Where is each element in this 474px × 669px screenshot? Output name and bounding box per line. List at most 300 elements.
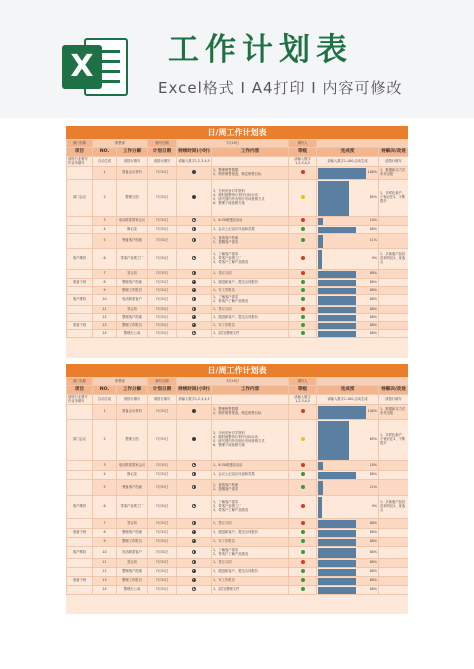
todo-cell[interactable] <box>379 270 408 279</box>
level-cell[interactable] <box>289 287 317 295</box>
dept-value[interactable]: 销售部 <box>93 140 148 148</box>
duration-cell[interactable] <box>177 295 212 306</box>
progress-fill <box>318 235 323 248</box>
progress-label: 100% <box>367 409 378 414</box>
duration-cell[interactable] <box>177 249 212 270</box>
duration-pie-icon <box>192 315 196 319</box>
progress-cell[interactable] <box>317 322 379 330</box>
task-cell[interactable]: 带客户参观工厂 <box>117 249 148 270</box>
date-cell[interactable]: 7月31日 <box>148 306 177 314</box>
date-cell[interactable]: 7月31日 <box>148 461 177 471</box>
content-cell[interactable] <box>212 234 289 249</box>
task-cell[interactable]: 整理客户档案 <box>117 279 148 287</box>
todo-cell[interactable] <box>379 559 408 568</box>
progress-cell[interactable] <box>317 538 379 547</box>
progress-label: 80% <box>369 549 378 554</box>
date-cell[interactable]: 7月31日 <box>148 471 177 480</box>
dept-cell[interactable] <box>67 330 93 338</box>
duration-cell[interactable] <box>177 306 212 314</box>
date-cell[interactable]: 7月31日 <box>148 547 177 559</box>
filler-value[interactable] <box>317 140 408 148</box>
date-cell[interactable]: 7月31日 <box>148 480 177 496</box>
duration-pie-icon <box>192 521 196 525</box>
duration-cell[interactable] <box>177 568 212 577</box>
date-cell[interactable]: 7月31日 <box>148 586 177 595</box>
todo-cell[interactable] <box>379 577 408 586</box>
level-cell[interactable] <box>289 559 317 568</box>
col-header: 待解决/改进 <box>379 386 408 395</box>
progress-bar <box>318 471 366 479</box>
progress-cell[interactable] <box>317 480 379 496</box>
status-dot-icon <box>301 271 305 275</box>
task-cell[interactable]: 签合同 <box>117 519 148 529</box>
todo-cell[interactable] <box>379 480 408 496</box>
content-cell[interactable] <box>212 559 289 568</box>
task-cell[interactable]: 电话联系国家会议 <box>117 217 148 226</box>
todo-cell[interactable] <box>379 461 408 471</box>
duration-cell[interactable] <box>177 586 212 595</box>
todo-cell[interactable] <box>379 519 408 529</box>
progress-label: 80% <box>369 560 378 565</box>
duration-cell[interactable] <box>177 405 212 420</box>
progress-bar <box>318 577 366 585</box>
todo-cell[interactable] <box>379 586 408 595</box>
dept-cell[interactable] <box>67 586 93 595</box>
date-cell[interactable]: 7月31日 <box>148 180 177 217</box>
progress-fill <box>318 520 356 528</box>
level-cell[interactable] <box>289 461 317 471</box>
content-cell[interactable] <box>212 461 289 471</box>
duration-cell[interactable] <box>177 226 212 234</box>
content-cell[interactable] <box>212 306 289 314</box>
duration-cell[interactable] <box>177 496 212 519</box>
dept-cell[interactable]: 准备下班 <box>67 322 93 330</box>
dept-cell[interactable] <box>67 519 93 529</box>
progress-label: 80% <box>369 578 378 583</box>
date-cell[interactable]: 7月31日 <box>148 279 177 287</box>
dept-cell[interactable]: 准备下班 <box>67 279 93 287</box>
todo-cell[interactable]: 1、多新惠产品信息和货仪2、优选点 <box>379 249 408 270</box>
todo-cell[interactable] <box>379 547 408 559</box>
col-header: 工作分解 <box>117 148 148 157</box>
content-cell[interactable] <box>212 547 289 559</box>
progress-cell[interactable] <box>317 234 379 249</box>
meta-row <box>67 378 409 386</box>
progress-label: 80% <box>369 587 378 592</box>
duration-pie-icon <box>192 170 196 174</box>
content-line: 1、签订合同 <box>213 560 232 565</box>
task-cell[interactable]: 签合同 <box>117 559 148 568</box>
level-cell[interactable] <box>289 270 317 279</box>
level-cell[interactable] <box>289 330 317 338</box>
level-cell[interactable] <box>289 405 317 420</box>
dept-value[interactable]: 销售部 <box>93 378 148 386</box>
no-cell: 8 <box>93 279 117 287</box>
level-cell[interactable] <box>289 314 317 322</box>
progress-fill <box>318 578 356 585</box>
todo-cell[interactable] <box>379 471 408 480</box>
duration-cell[interactable] <box>177 547 212 559</box>
level-cell[interactable] <box>289 217 317 226</box>
todo-cell[interactable] <box>379 287 408 295</box>
duration-cell[interactable] <box>177 420 212 461</box>
duration-cell[interactable] <box>177 167 212 180</box>
table-row <box>67 322 409 330</box>
dept-cell[interactable] <box>67 538 93 547</box>
level-cell[interactable] <box>289 306 317 314</box>
level-cell[interactable] <box>289 167 317 180</box>
todo-cell[interactable] <box>379 226 408 234</box>
content-line: 1、跟进新客户，提交合同报价 <box>213 569 258 574</box>
content-cell[interactable] <box>212 295 289 306</box>
col-header: 等级 <box>289 386 317 395</box>
date-cell[interactable]: 7月31日 <box>148 330 177 338</box>
progress-cell[interactable] <box>317 496 379 519</box>
no-cell: 10 <box>93 295 117 306</box>
dept-cell[interactable]: 部门会议 <box>67 420 93 461</box>
progress-cell[interactable] <box>317 167 379 180</box>
progress-cell[interactable] <box>317 586 379 595</box>
table-row <box>67 217 409 226</box>
progress-cell[interactable] <box>317 330 379 338</box>
dept-cell[interactable] <box>67 167 93 180</box>
level-cell[interactable] <box>289 180 317 217</box>
progress-cell[interactable] <box>317 217 379 226</box>
task-cell[interactable]: 整理文档 <box>117 180 148 217</box>
task-cell[interactable]: 签合同 <box>117 306 148 314</box>
date-cell[interactable]: 7月31日 <box>148 519 177 529</box>
level-cell[interactable] <box>289 295 317 306</box>
duration-cell[interactable] <box>177 234 212 249</box>
hint-cell: 请按行填写 <box>379 395 408 405</box>
content-cell[interactable] <box>212 287 289 295</box>
no-cell: 6 <box>93 249 117 270</box>
task-cell[interactable]: 电话联系国家会议 <box>117 461 148 471</box>
progress-fill <box>318 218 323 225</box>
duration-cell[interactable] <box>177 279 212 287</box>
progress-bar <box>318 568 366 576</box>
dept-cell[interactable] <box>67 559 93 568</box>
duration-cell[interactable] <box>177 287 212 295</box>
todo-cell[interactable] <box>379 234 408 249</box>
hint-cell: 请输入数字1-100,自动生成 <box>317 395 379 405</box>
level-cell[interactable] <box>289 568 317 577</box>
duration-cell[interactable] <box>177 322 212 330</box>
content-cell[interactable] <box>212 279 289 287</box>
sheet-title: 日/周工作计划表 <box>66 364 408 377</box>
progress-bar <box>318 538 366 546</box>
duration-pie-icon <box>192 463 196 467</box>
duration-pie-icon <box>192 587 196 591</box>
progress-cell[interactable] <box>317 270 379 279</box>
progress-bar <box>318 180 366 216</box>
progress-cell[interactable] <box>317 471 379 480</box>
no-cell: 9 <box>93 287 117 295</box>
date-cell[interactable]: 7月31日 <box>148 322 177 330</box>
date-cell[interactable]: 7月31日 <box>148 529 177 538</box>
duration-cell[interactable] <box>177 538 212 547</box>
duration-pie-icon <box>192 569 196 573</box>
dept-cell[interactable] <box>67 306 93 314</box>
content-line: 2、带客户参观工厂 <box>213 504 242 509</box>
content-cell[interactable] <box>212 180 289 217</box>
task-cell[interactable]: 整理客户档案 <box>117 529 148 538</box>
todo-cell[interactable] <box>379 529 408 538</box>
level-cell[interactable] <box>289 226 317 234</box>
dept-cell[interactable]: 部门会议 <box>67 180 93 217</box>
task-cell[interactable]: 整理工作报告 <box>117 322 148 330</box>
date-cell[interactable]: 7月31日 <box>148 234 177 249</box>
level-cell[interactable] <box>289 586 317 595</box>
fill-date-value[interactable]: 7月29日 <box>177 378 289 386</box>
content-cell[interactable] <box>212 322 289 330</box>
duration-cell[interactable] <box>177 314 212 322</box>
dept-cell[interactable]: 准备下班 <box>67 529 93 538</box>
todo-cell[interactable] <box>379 314 408 322</box>
duration-cell[interactable] <box>177 519 212 529</box>
progress-label: 80% <box>369 520 378 525</box>
progress-cell[interactable] <box>317 529 379 538</box>
dept-cell[interactable] <box>67 217 93 226</box>
table-row <box>67 234 409 249</box>
content-cell[interactable] <box>212 529 289 538</box>
level-cell[interactable] <box>289 496 317 519</box>
progress-bar <box>318 306 366 313</box>
task-cell[interactable]: 整理工作报告 <box>117 287 148 295</box>
duration-cell[interactable] <box>177 270 212 279</box>
todo-cell[interactable] <box>379 217 408 226</box>
todo-cell[interactable]: 1、多新惠产品信息和货仪2、优选点 <box>379 496 408 519</box>
header-row <box>67 386 409 395</box>
progress-fill <box>318 271 356 278</box>
no-cell: 9 <box>93 538 117 547</box>
progress-label: 11% <box>369 238 378 243</box>
content-line: 1、了解客户需求 <box>213 500 239 505</box>
progress-fill <box>318 539 356 546</box>
content-cell[interactable] <box>212 330 289 338</box>
level-cell[interactable] <box>289 538 317 547</box>
todo-cell[interactable]: 1、数据新实力式布作出报 <box>379 405 408 420</box>
table-row <box>67 577 409 586</box>
content-line: 5、研究国内外各细分市场营销方式 <box>213 439 265 443</box>
filler-value[interactable] <box>317 378 408 386</box>
progress-cell[interactable] <box>317 577 379 586</box>
content-line: 2、带客户参观工厂 <box>213 256 242 261</box>
content-line: 3、分析竞争对手资料 <box>213 431 245 436</box>
content-cell[interactable] <box>212 420 289 461</box>
todo-cell[interactable]: 1、数据新实力式布作出报 <box>379 167 408 180</box>
progress-fill <box>318 481 323 495</box>
dept-cell[interactable]: 客户维持 <box>67 295 93 306</box>
duration-cell[interactable] <box>177 217 212 226</box>
progress-fill <box>318 307 356 313</box>
duration-pie-icon <box>192 530 196 534</box>
progress-cell[interactable] <box>317 519 379 529</box>
content-cell[interactable] <box>212 471 289 480</box>
duration-cell[interactable] <box>177 471 212 480</box>
level-cell[interactable] <box>289 577 317 586</box>
dept-cell[interactable]: 准备下班 <box>67 577 93 586</box>
table-row <box>67 496 409 519</box>
page-title: 工作计划表 <box>168 32 353 68</box>
todo-cell[interactable] <box>379 279 408 287</box>
progress-label: 80% <box>369 530 378 535</box>
level-cell[interactable] <box>289 480 317 496</box>
date-cell[interactable]: 7月31日 <box>148 249 177 270</box>
progress-cell[interactable] <box>317 287 379 295</box>
task-cell[interactable]: 电话联系客户 <box>117 295 148 306</box>
progress-cell[interactable] <box>317 295 379 306</box>
content-cell[interactable] <box>212 538 289 547</box>
level-cell[interactable] <box>289 529 317 538</box>
date-cell[interactable]: 7月31日 <box>148 496 177 519</box>
dept-cell[interactable]: 客户维持 <box>67 249 93 270</box>
dept-cell[interactable] <box>67 461 93 471</box>
no-cell: 11 <box>93 306 117 314</box>
content-cell[interactable] <box>212 249 289 270</box>
no-cell: 2 <box>93 420 117 461</box>
dept-cell[interactable]: 客户维持 <box>67 496 93 519</box>
dept-cell[interactable] <box>67 568 93 577</box>
progress-cell[interactable] <box>317 180 379 217</box>
duration-cell[interactable] <box>177 330 212 338</box>
task-cell[interactable]: 整理办公桌 <box>117 330 148 338</box>
progress-cell[interactable] <box>317 226 379 234</box>
task-cell[interactable]: 筹备客户档案 <box>117 480 148 496</box>
duration-cell[interactable] <box>177 180 212 217</box>
progress-cell[interactable] <box>317 279 379 287</box>
status-dot-icon <box>301 256 305 260</box>
todo-cell[interactable] <box>379 306 408 314</box>
dept-cell[interactable] <box>67 314 93 322</box>
level-cell[interactable] <box>289 279 317 287</box>
level-cell[interactable] <box>289 234 317 249</box>
filler-label: 填写人 <box>289 140 317 148</box>
content-cell[interactable] <box>212 480 289 496</box>
level-cell[interactable] <box>289 322 317 330</box>
content-cell[interactable] <box>212 577 289 586</box>
dept-cell[interactable] <box>67 405 93 420</box>
todo-cell[interactable] <box>379 295 408 306</box>
no-cell: 5 <box>93 480 117 496</box>
progress-cell[interactable] <box>317 306 379 314</box>
todo-cell[interactable] <box>379 568 408 577</box>
duration-cell[interactable] <box>177 577 212 586</box>
task-cell[interactable]: 整理办公桌 <box>117 586 148 595</box>
content-cell[interactable] <box>212 586 289 595</box>
duration-cell[interactable] <box>177 559 212 568</box>
content-cell[interactable] <box>212 405 289 420</box>
duration-cell[interactable] <box>177 461 212 471</box>
content-cell[interactable] <box>212 167 289 180</box>
progress-cell[interactable] <box>317 405 379 420</box>
progress-label: 80% <box>369 279 378 284</box>
date-cell[interactable]: 7月31日 <box>148 217 177 226</box>
content-cell[interactable] <box>212 314 289 322</box>
progress-bar <box>318 461 366 470</box>
date-cell[interactable]: 7月31日 <box>148 559 177 568</box>
progress-cell[interactable] <box>317 547 379 559</box>
no-cell: 12 <box>93 568 117 577</box>
date-cell[interactable]: 7月31日 <box>148 287 177 295</box>
task-cell[interactable]: 电话联系客户 <box>117 547 148 559</box>
content-cell[interactable] <box>212 519 289 529</box>
task-cell[interactable]: 修记录 <box>117 226 148 234</box>
level-cell[interactable] <box>289 420 317 461</box>
date-cell[interactable]: 7月31日 <box>148 167 177 180</box>
task-cell[interactable]: 修记录 <box>117 471 148 480</box>
col-header: 持续时间(小时) <box>177 386 212 395</box>
progress-cell[interactable] <box>317 249 379 270</box>
task-cell[interactable]: 带客户参观工厂 <box>117 496 148 519</box>
content-cell[interactable] <box>212 568 289 577</box>
fill-date-value[interactable]: 7月29日 <box>177 140 289 148</box>
date-cell[interactable]: 7月31日 <box>148 226 177 234</box>
content-cell[interactable] <box>212 217 289 226</box>
content-cell[interactable] <box>212 496 289 519</box>
progress-cell[interactable] <box>317 461 379 471</box>
level-cell[interactable] <box>289 249 317 270</box>
content-line: 1、签订合同 <box>213 306 232 311</box>
task-cell[interactable]: 整理工作报告 <box>117 577 148 586</box>
dept-cell[interactable] <box>67 270 93 279</box>
dept-cell[interactable] <box>67 226 93 234</box>
date-cell[interactable]: 7月31日 <box>148 405 177 420</box>
task-cell[interactable]: 整理文档 <box>117 420 148 461</box>
date-cell[interactable]: 7月31日 <box>148 538 177 547</box>
task-cell[interactable]: 筹备客户档案 <box>117 234 148 249</box>
todo-cell[interactable]: 1、多样化新产、个案应在2、不断提升 <box>379 420 408 461</box>
content-cell[interactable] <box>212 226 289 234</box>
date-cell[interactable]: 7月31日 <box>148 420 177 461</box>
dept-cell[interactable] <box>67 287 93 295</box>
progress-label: 9% <box>371 504 378 509</box>
todo-cell[interactable] <box>379 330 408 338</box>
date-cell[interactable]: 7月31日 <box>148 568 177 577</box>
task-cell[interactable]: 整理工作报告 <box>117 538 148 547</box>
content-cell[interactable] <box>212 270 289 279</box>
task-cell[interactable]: 准备会议材料 <box>117 167 148 180</box>
date-cell[interactable]: 7月31日 <box>148 270 177 279</box>
task-cell[interactable]: 整理客户档案 <box>117 568 148 577</box>
date-cell[interactable]: 7月31日 <box>148 295 177 306</box>
progress-cell[interactable] <box>317 420 379 461</box>
duration-cell[interactable] <box>177 529 212 538</box>
level-cell[interactable] <box>289 471 317 480</box>
progress-cell[interactable] <box>317 568 379 577</box>
task-cell[interactable]: 签合同 <box>117 270 148 279</box>
date-cell[interactable]: 7月31日 <box>148 314 177 322</box>
todo-cell[interactable] <box>379 538 408 547</box>
progress-cell[interactable] <box>317 314 379 322</box>
task-cell[interactable]: 准备会议材料 <box>117 405 148 420</box>
dept-cell[interactable] <box>67 471 93 480</box>
todo-cell[interactable]: 1、多样化新产、个案应在2、不断提升 <box>379 180 408 217</box>
dept-cell[interactable] <box>67 480 93 496</box>
table-row <box>67 226 409 234</box>
progress-cell[interactable] <box>317 559 379 568</box>
task-cell[interactable]: 整理客户档案 <box>117 314 148 322</box>
dept-cell[interactable] <box>67 234 93 249</box>
duration-pie-icon <box>192 331 196 335</box>
col-header: 持续时间(小时) <box>177 148 212 157</box>
date-cell[interactable]: 7月31日 <box>148 577 177 586</box>
level-cell[interactable] <box>289 547 317 559</box>
dept-cell[interactable]: 客户维持 <box>67 547 93 559</box>
duration-cell[interactable] <box>177 480 212 496</box>
todo-cell[interactable] <box>379 322 408 330</box>
level-cell[interactable] <box>289 519 317 529</box>
